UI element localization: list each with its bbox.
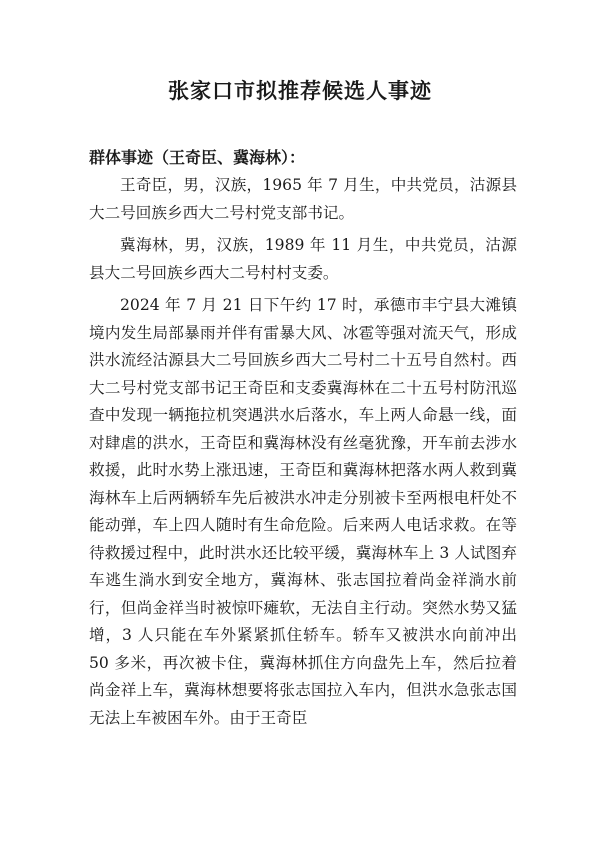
paragraph-rescue-account: 2024 年 7 月 21 日下午约 17 时，承德市丰宁县大滩镇境内发生局部暴雨并伴有雷暴大风、冰雹等强对流天气，形成洪水流经沽源县大二号回族乡西大二号村二十五号自然村。西大二号村党支部书记王奇臣和支委冀海林在二十五号村防汛巡查中发现一辆拖拉机突遇洪水后落水，车上两人命悬一线，面对肆虐的洪水，王奇臣和冀海林没有丝毫犹豫，开车前去涉水救援，此时水势上涨迅速，王奇臣和冀海林把落水两人救到冀海林车上后两辆轿车先后被洪水冲走分别被卡至两根电杆处不能动弹，车上四人随时有生命危险。后来两人电话求救。在等待救援过程中，此时洪水还比较平缓，冀海林车上 3 人试图弃车逃生淌水到安全地方，冀海林、张志国拉着尚金祥淌水前行，但尚金祥当时被惊吓瘫软，无法自主行动。突然水势又猛增，3 人只能在车外紧紧抓住轿车。轿车又被洪水向前冲出 50 多米，再次被卡住，冀海林抓住方向盘先上车，然后拉着尚金祥上车，冀海林想要将张志国拉入车内，但洪水急张志国无法上车被困车外。由于王奇臣 bbox=[89, 296, 517, 727]
paragraph-ji-hailin-bio: 冀海林，男，汉族，1989 年 11 月生，中共党员，沽源县大二号回族乡西大二号村村支委。 bbox=[89, 236, 517, 282]
section-heading: 群体事迹（王奇臣、冀海林）： bbox=[89, 148, 306, 167]
document-title: 张家口市拟推荐候选人事迹 bbox=[168, 78, 432, 103]
paragraph-wang-qichen-bio: 王奇臣，男，汉族，1965 年 7 月生，中共党员，沽源县大二号回族乡西大二号村党支部书记。 bbox=[89, 176, 517, 222]
